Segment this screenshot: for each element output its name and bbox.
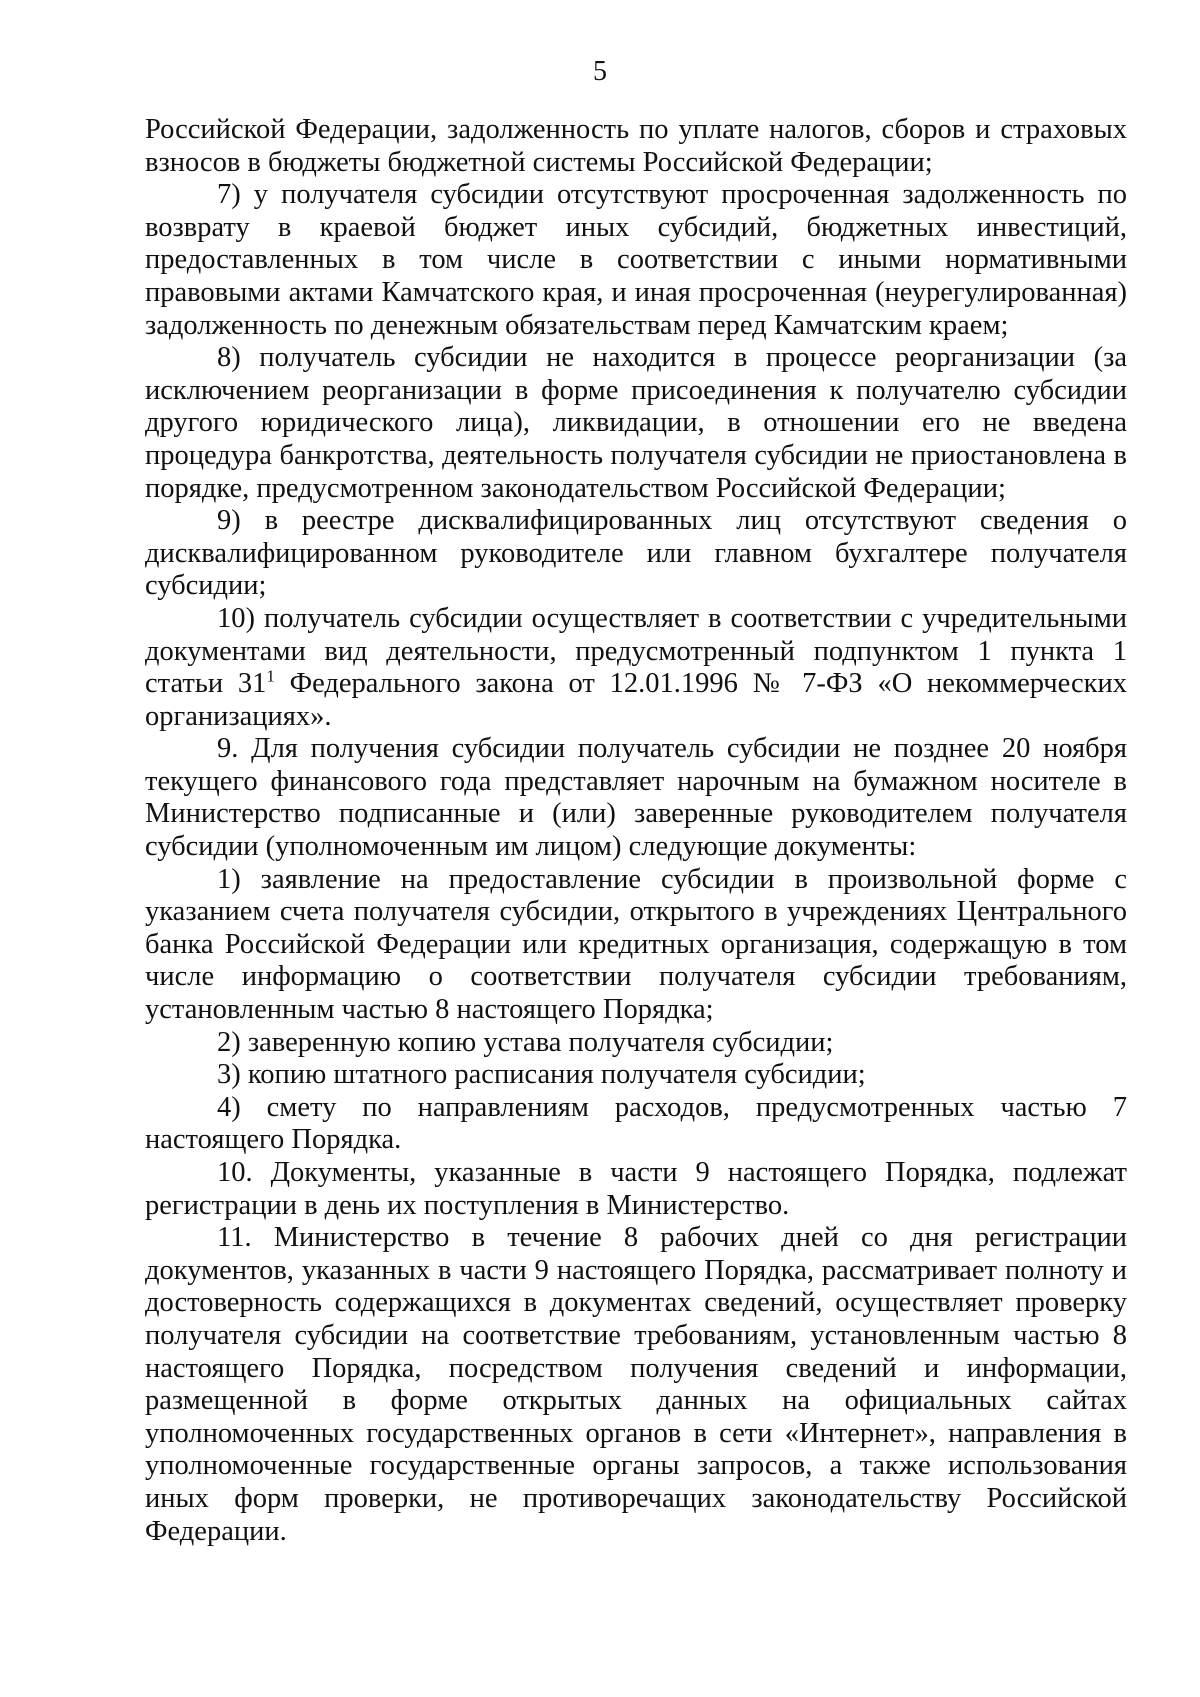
paragraph: 7) у получателя субсидии отсутствуют просроченная задолженность по возврату в краевой бюджет иных субсидий, бюджетных инвестиций, предоставленных в том числе в соответствии с иными нормативными правовыми актами Камчатского края, и иная просроченная (неурегулированная) задолженность по денежным обязательствам перед Камчатским краем; xyxy=(145,179,1127,341)
paragraph-text: 10) получатель субсидии осуществляет в соответствии с учредительными документами вид деятельности, предусмотренный подпунктом 1 пункта 1 статьи 31 xyxy=(145,602,1127,700)
paragraph xyxy=(145,603,1127,733)
document-body xyxy=(145,114,1127,1548)
paragraph: 8) получатель субсидии не находится в процессе реорганизации (за исключением реорганизации в форме присоединения к получателю субсидии другого юридического лица), ликвидации, в отношении его не введена процедура банкротства, деятельность получателя субсидии не приостановлена в порядке, предусмотренном законодательством Российской Федерации; xyxy=(145,342,1127,504)
page-number: 5 xyxy=(593,56,607,87)
paragraph: 4) смету по направлениям расходов, предусмотренных частью 7 настоящего Порядка. xyxy=(145,1091,1127,1156)
paragraph: 1) заявление на предоставление субсидии в произвольной форме с указанием счета получателя субсидии, открытого в учреждениях Центрального банка Российской Федерации или кредитных организация, содержащую в том числе информацию о соответствии получателя субсидии требованиям, установленным частью 8 настоящего Порядка; xyxy=(145,863,1127,1026)
paragraph: 10. Документы, указанные в части 9 настоящего Порядка, подлежат регистрации в день их поступления в Министерство. xyxy=(145,1157,1127,1221)
paragraph: Российской Федерации, задолженность по уплате налогов, сборов и страховых взносов в бюджеты бюджетной системы Российской Федерации; xyxy=(145,114,1127,178)
paragraph: 3) копию штатного расписания получателя субсидии; xyxy=(217,1059,866,1091)
paragraph-text: Федерального закона от 12.01.1996 № 7-ФЗ «О некоммерческих организациях». xyxy=(145,668,1127,732)
paragraph: 9. Для получения субсидии получатель субсидии не позднее 20 ноября текущего финансового года представляет нарочным на бумажном носителе в Министерство подписанные и (или) заверенные руководителем получателя субсидии (уполномоченным им лицом) следующие документы: xyxy=(145,733,1127,863)
paragraph: 9) в реестре дисквалифицированных лиц отсутствуют сведения о дисквалифицированном руководителе или главном бухгалтере получателя субсидии; xyxy=(145,505,1127,602)
superscript: 1 xyxy=(266,666,275,686)
paragraph: 11. Министерство в течение 8 рабочих дней со дня регистрации документов, указанных в части 9 настоящего Порядка, рассматривает полноту и достоверность содержащихся в документах сведений, осуществляет проверку получателя субсидии на соответствие требованиям, установленным частью 8 настоящего Порядка, посредством получения сведений и информации, размещенной в форме открытых данных на официальных сайтах уполномоченных государственных органов в сети «Интернет», направления в уполномоченные государственные органы запросов, а также использования иных форм проверки, не противоречащих законодательству Российской Федерации. xyxy=(145,1222,1127,1547)
paragraph: 2) заверенную копию устава получателя субсидии; xyxy=(217,1026,834,1058)
